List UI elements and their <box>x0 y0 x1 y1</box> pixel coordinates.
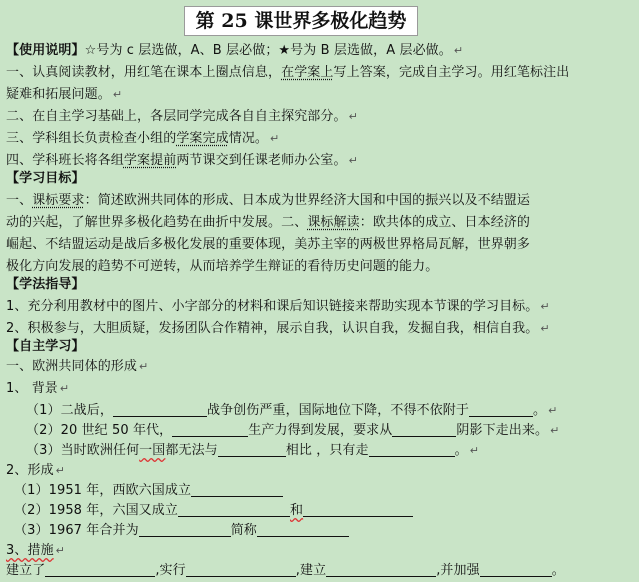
bg1-text-c: 。 <box>533 403 547 418</box>
answer-blank[interactable] <box>218 442 286 457</box>
paragraph-mark-icon: ↵ <box>55 544 65 557</box>
m-text-1: 建立了 <box>6 563 46 578</box>
paragraph-mark-icon: ↵ <box>55 464 65 477</box>
bg3-text-d: 。 <box>454 443 468 458</box>
background-text: 1、 背景 <box>6 381 58 396</box>
bg3-wavy: 一国 <box>139 443 166 458</box>
page-title: 第 25 课世界多极化趋势 <box>184 6 418 36</box>
rule-1-text-c: 疑难和拓展问题。 <box>6 87 111 102</box>
f3-text-a: （3）1967 年合并为 <box>14 523 139 538</box>
background-item-2 <box>26 420 559 442</box>
rule-1-cont-line <box>6 84 122 106</box>
m-text-3: ,建立 <box>295 563 327 578</box>
answer-blank[interactable] <box>172 422 248 437</box>
rule-4-underlined: 学案提前 <box>123 153 177 168</box>
formation-item-3 <box>14 520 349 542</box>
f1-text: （1）1951 年，西欧六国成立 <box>14 483 192 498</box>
paragraph-mark-icon: ↵ <box>270 132 280 145</box>
paragraph-mark-icon: ↵ <box>139 360 149 373</box>
rule-1-underlined: 在学案上 <box>281 65 334 80</box>
bg3-text-c: 相比 ，只有走 <box>285 443 369 458</box>
answer-blank[interactable] <box>113 402 207 417</box>
usage-text-2: ★号为 B 层选做，A 层必做。 <box>278 43 452 58</box>
paragraph-mark-icon: ↵ <box>453 44 464 57</box>
answer-blank[interactable] <box>369 442 455 457</box>
paragraph-mark-icon: ↵ <box>112 88 123 101</box>
paragraph-mark-icon: ↵ <box>348 110 358 123</box>
method-text-2: 2、积极参与，大胆质疑，发扬团队合作精神，展示自我，认识自我，发掘自我，相信自我。 <box>6 321 539 336</box>
section-1-text: 一、欧洲共同体的形成 <box>6 359 138 374</box>
goals-line-2 <box>6 212 530 234</box>
f3-text-b: 简称 <box>230 523 257 538</box>
paragraph-mark-icon: ↵ <box>348 154 358 167</box>
rule-1-text-b: 写上答案，完成自主学习。用红笔标注出 <box>333 65 570 80</box>
answer-blank[interactable] <box>178 502 290 517</box>
formation-text: 2、形成 <box>6 463 54 478</box>
paragraph-mark-icon: ↵ <box>548 404 558 417</box>
rule-4-text-a: 四、学科班长将各组 <box>6 153 124 168</box>
rule-2-text: 二、在自主学习基础上，各层同学完成各自自主探究部分。 <box>6 109 347 124</box>
answer-blank[interactable] <box>392 422 456 437</box>
rule-2-line <box>6 106 358 128</box>
goals-line-1 <box>6 190 530 212</box>
bg1-text-a: （1）二战后， <box>26 403 113 418</box>
usage-line <box>6 40 463 62</box>
section-1-title <box>6 356 148 378</box>
rule-3-underlined: 学案完成 <box>176 131 229 146</box>
paragraph-mark-icon: ↵ <box>550 424 560 437</box>
answer-blank[interactable] <box>191 482 283 497</box>
bg3-text-b: 都无法与 <box>165 443 218 458</box>
answer-blank[interactable] <box>45 562 155 577</box>
method-text-1: 1、充分利用教材中的图片、小字部分的材料和课后知识链接来帮助实现本节课的学习目标。 <box>6 299 539 314</box>
method-line-2 <box>6 318 550 340</box>
measures-title <box>6 540 65 562</box>
goals-line-4: 极化方向发展的趋势不可逆转，从而培养学生辩证的看待历史问题的能力。 <box>6 259 439 274</box>
bg1-text-b: 战争创伤严重，国际地位下降，不得不依附于 <box>206 403 469 418</box>
goals-underlined-2: 课标解读 <box>307 215 360 230</box>
measures-line <box>6 560 565 582</box>
rule-4-text-b: 两节课交到任课老师办公室。 <box>176 153 347 168</box>
paragraph-mark-icon: ↵ <box>540 300 550 313</box>
method-line-1 <box>6 296 550 318</box>
answer-blank[interactable] <box>326 562 436 577</box>
goals-text-1a: 一、 <box>6 193 33 208</box>
m-text-2: ,实行 <box>155 563 186 578</box>
background-title <box>6 378 69 400</box>
rule-3-line <box>6 128 279 150</box>
answer-blank[interactable] <box>257 522 349 537</box>
background-item-1 <box>26 400 557 422</box>
answer-blank[interactable] <box>480 562 552 577</box>
answer-blank[interactable] <box>186 562 296 577</box>
rule-1-text-a: 一、认真阅读教材，用红笔在课本上圈点信息， <box>6 65 282 80</box>
goals-text-2b: ：欧共体的成立、日本经济的 <box>359 215 531 230</box>
f2-wavy: 和 <box>290 503 304 518</box>
formation-item-1 <box>14 480 283 502</box>
m-text-5: 。 <box>551 563 565 578</box>
goals-line-3: 崛起、不结盟运动是战后多极化发展的重要体现，美苏主宰的两极世界格局瓦解，世界朝多 <box>6 237 531 252</box>
rule-3-text-a: 三、学科组长负责检查小组的 <box>6 131 177 146</box>
goals-heading: 【学习目标】 <box>6 171 85 186</box>
f2-text-a: （2）1958 年，六国又成立 <box>14 503 178 518</box>
paragraph-mark-icon: ↵ <box>469 444 480 457</box>
bg2-text-c: 阴影下走出来。 <box>456 423 549 438</box>
m-text-4: ,并加强 <box>436 563 480 578</box>
usage-text-1: ☆号为 c 层选做，A、B 层必做； <box>84 43 279 58</box>
bg3-text-a: （3）当时欧洲任何 <box>26 443 140 458</box>
answer-blank[interactable] <box>139 522 231 537</box>
paragraph-mark-icon: ↵ <box>59 382 70 395</box>
goals-underlined-1: 课标要求 <box>32 193 85 208</box>
bg2-text-a: （2）20 世纪 50 年代， <box>26 423 173 438</box>
usage-heading: 【使用说明】 <box>6 43 85 58</box>
paragraph-mark-icon: ↵ <box>540 322 550 335</box>
bg2-text-b: 生产力得到发展，要求从 <box>248 423 393 438</box>
answer-blank[interactable] <box>469 402 533 417</box>
method-heading: 【学法指导】 <box>6 277 85 292</box>
rule-3-text-b: 情况。 <box>228 131 269 146</box>
self-heading: 【自主学习】 <box>6 339 85 354</box>
formation-item-2 <box>14 500 413 522</box>
answer-blank[interactable] <box>303 502 413 517</box>
goals-text-1b: ：简述欧洲共同体的形成、日本成为世界经济大国和中国的振兴以及不结盟运 <box>84 193 531 208</box>
rule-1-line <box>6 62 569 84</box>
goals-text-2a: 动的兴起，了解世界多极化趋势在曲折中发展。二、 <box>6 215 308 230</box>
measures-text: 3、措施 <box>6 543 54 558</box>
background-item-3 <box>26 440 479 462</box>
formation-title <box>6 460 65 482</box>
